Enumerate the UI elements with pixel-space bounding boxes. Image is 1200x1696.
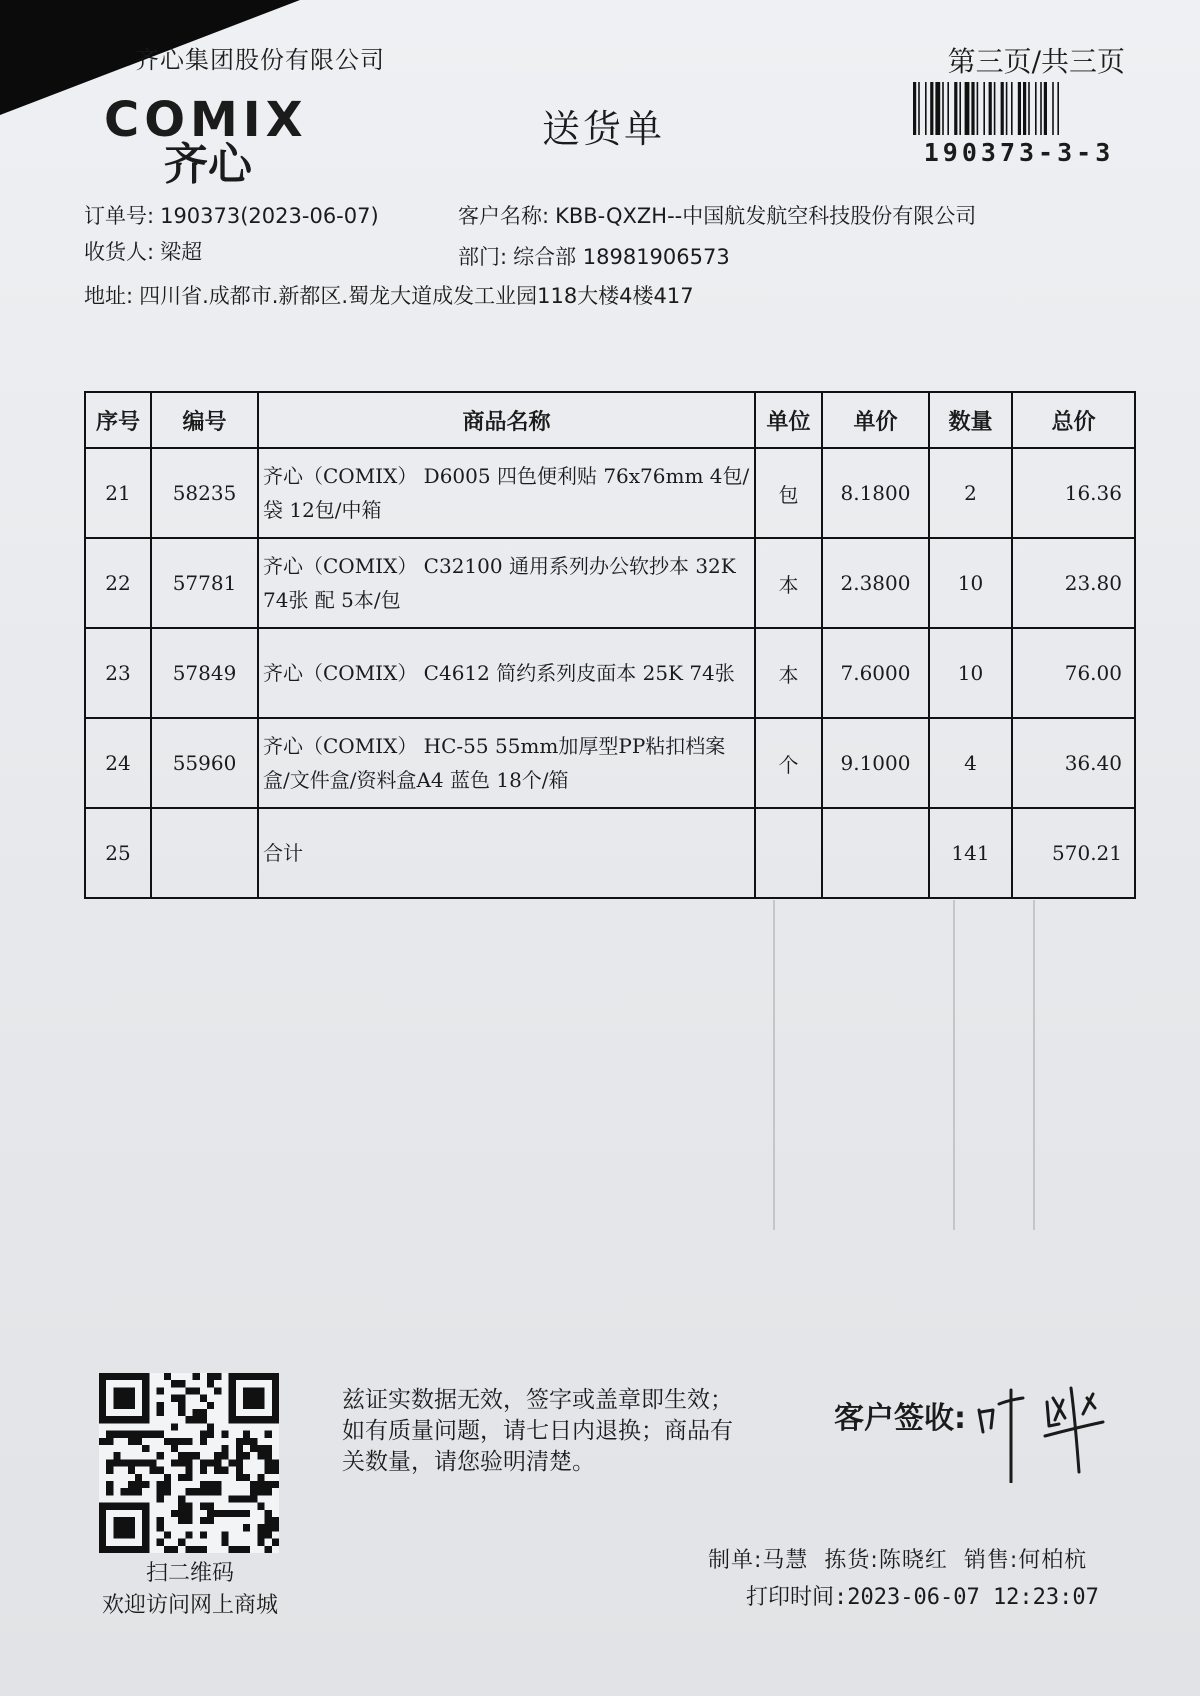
- picker-name: 拣货:陈晓红: [824, 1548, 948, 1573]
- row-total: 76.00: [1012, 628, 1135, 718]
- header-code: 编号: [151, 392, 258, 448]
- order-number-value: 190373(2023-06-07): [160, 204, 379, 228]
- receiver-value: 梁超: [160, 240, 203, 264]
- row-code: [151, 808, 258, 898]
- row-unit-price: 2.3800: [822, 538, 929, 628]
- table-row: [85, 538, 1135, 628]
- qr-code[interactable]: [99, 1373, 279, 1553]
- row-seq: 25: [85, 808, 151, 898]
- row-unit: [755, 808, 822, 898]
- row-total: 23.80: [1012, 538, 1135, 628]
- customer-label: 客户名称:: [458, 204, 550, 228]
- row-unit-price: 8.1800: [822, 448, 929, 538]
- handwritten-signature: [975, 1378, 1125, 1483]
- total-row: [85, 808, 1135, 898]
- order-number-label: 订单号:: [84, 204, 155, 228]
- customer-field: [458, 200, 976, 230]
- barcode: [913, 82, 1125, 135]
- page-indicator: 第三页/共三页: [947, 45, 1125, 78]
- row-quantity: 10: [929, 538, 1012, 628]
- department-field: [458, 241, 730, 271]
- logo-latin: COMIX: [104, 92, 308, 148]
- department-label: 部门:: [458, 245, 508, 269]
- qr-caption: [80, 1558, 300, 1622]
- row-code: 57781: [151, 538, 258, 628]
- sales-name: 销售:何柏杭: [963, 1548, 1088, 1573]
- row-product-name: 齐心（COMIX） HC-55 55mm加厚型PP粘扣档案盒/文件盒/资料盒A4 蓝色 18个/箱: [258, 718, 755, 808]
- row-product-name: 齐心（COMIX） C4612 简约系列皮面本 25K 74张: [258, 628, 755, 718]
- qr-caption-shop: 欢迎访问网上商城: [101, 1593, 278, 1618]
- show-through-lines: [84, 900, 1134, 1230]
- customer-sign-label: 客户签收:: [834, 1401, 966, 1436]
- receiver-field: [84, 236, 202, 266]
- comix-logo: [104, 92, 308, 190]
- row-unit-price: [822, 808, 929, 898]
- notice-text: 兹证实数据无效，签字或盖章即生效；如有质量问题，请七日内退换；商品有关数量，请您验明清楚。: [342, 1387, 733, 1475]
- table-header-row: [85, 392, 1135, 448]
- qr-caption-scan: 扫二维码: [145, 1561, 234, 1586]
- table-row: [85, 718, 1135, 808]
- address-label: 地址:: [84, 284, 134, 308]
- row-total: 16.36: [1012, 448, 1135, 538]
- table-row: [85, 628, 1135, 718]
- receiver-label: 收货人:: [84, 240, 155, 264]
- table-row: [85, 448, 1135, 538]
- address-value: 四川省.成都市.新都区.蜀龙大道成发工业园118大楼4楼417: [139, 284, 694, 308]
- row-total: 36.40: [1012, 718, 1135, 808]
- logo-cjk: 齐心: [164, 139, 252, 190]
- row-product-name: 齐心（COMIX） C32100 通用系列办公软抄本 32K 74张 配 5本/包: [258, 538, 755, 628]
- total-label: 合计: [258, 808, 755, 898]
- row-code: 57849: [151, 628, 258, 718]
- order-number-field: [84, 200, 379, 230]
- row-seq: 22: [85, 538, 151, 628]
- row-unit: 本: [755, 628, 822, 718]
- maker-name: 制单:马慧: [708, 1548, 809, 1573]
- customer-value: KBB-QXZH--中国航发航空科技股份有限公司: [555, 204, 977, 228]
- address-field: [84, 280, 694, 310]
- staff-line: [708, 1543, 1103, 1574]
- row-code: 58235: [151, 448, 258, 538]
- row-unit-price: 7.6000: [822, 628, 929, 718]
- document-title: 送货单: [542, 107, 666, 151]
- print-time: 打印时间:2023-06-07 12:23:07: [746, 1585, 1099, 1610]
- barcode-number: 190373-3-3: [923, 138, 1115, 167]
- total-quantity: 141: [929, 808, 1012, 898]
- items-table: [84, 391, 1136, 899]
- row-seq: 23: [85, 628, 151, 718]
- header-total: 总价: [1012, 392, 1135, 448]
- row-seq: 21: [85, 448, 151, 538]
- row-quantity: 10: [929, 628, 1012, 718]
- row-seq: 24: [85, 718, 151, 808]
- row-quantity: 2: [929, 448, 1012, 538]
- company-name: 齐心集团股份有限公司: [135, 46, 385, 74]
- header-unit: 单位: [755, 392, 822, 448]
- header-unit-price: 单价: [822, 392, 929, 448]
- row-unit: 本: [755, 538, 822, 628]
- row-code: 55960: [151, 718, 258, 808]
- row-unit-price: 9.1000: [822, 718, 929, 808]
- row-quantity: 4: [929, 718, 1012, 808]
- row-unit: 个: [755, 718, 822, 808]
- grand-total: 570.21: [1012, 808, 1135, 898]
- department-value: 综合部 18981906573: [513, 245, 730, 269]
- header-seq: 序号: [85, 392, 151, 448]
- row-unit: 包: [755, 448, 822, 538]
- row-product-name: 齐心（COMIX） D6005 四色便利贴 76x76mm 4包/袋 12包/中箱: [258, 448, 755, 538]
- header-product-name: 商品名称: [258, 392, 755, 448]
- header-quantity: 数量: [929, 392, 1012, 448]
